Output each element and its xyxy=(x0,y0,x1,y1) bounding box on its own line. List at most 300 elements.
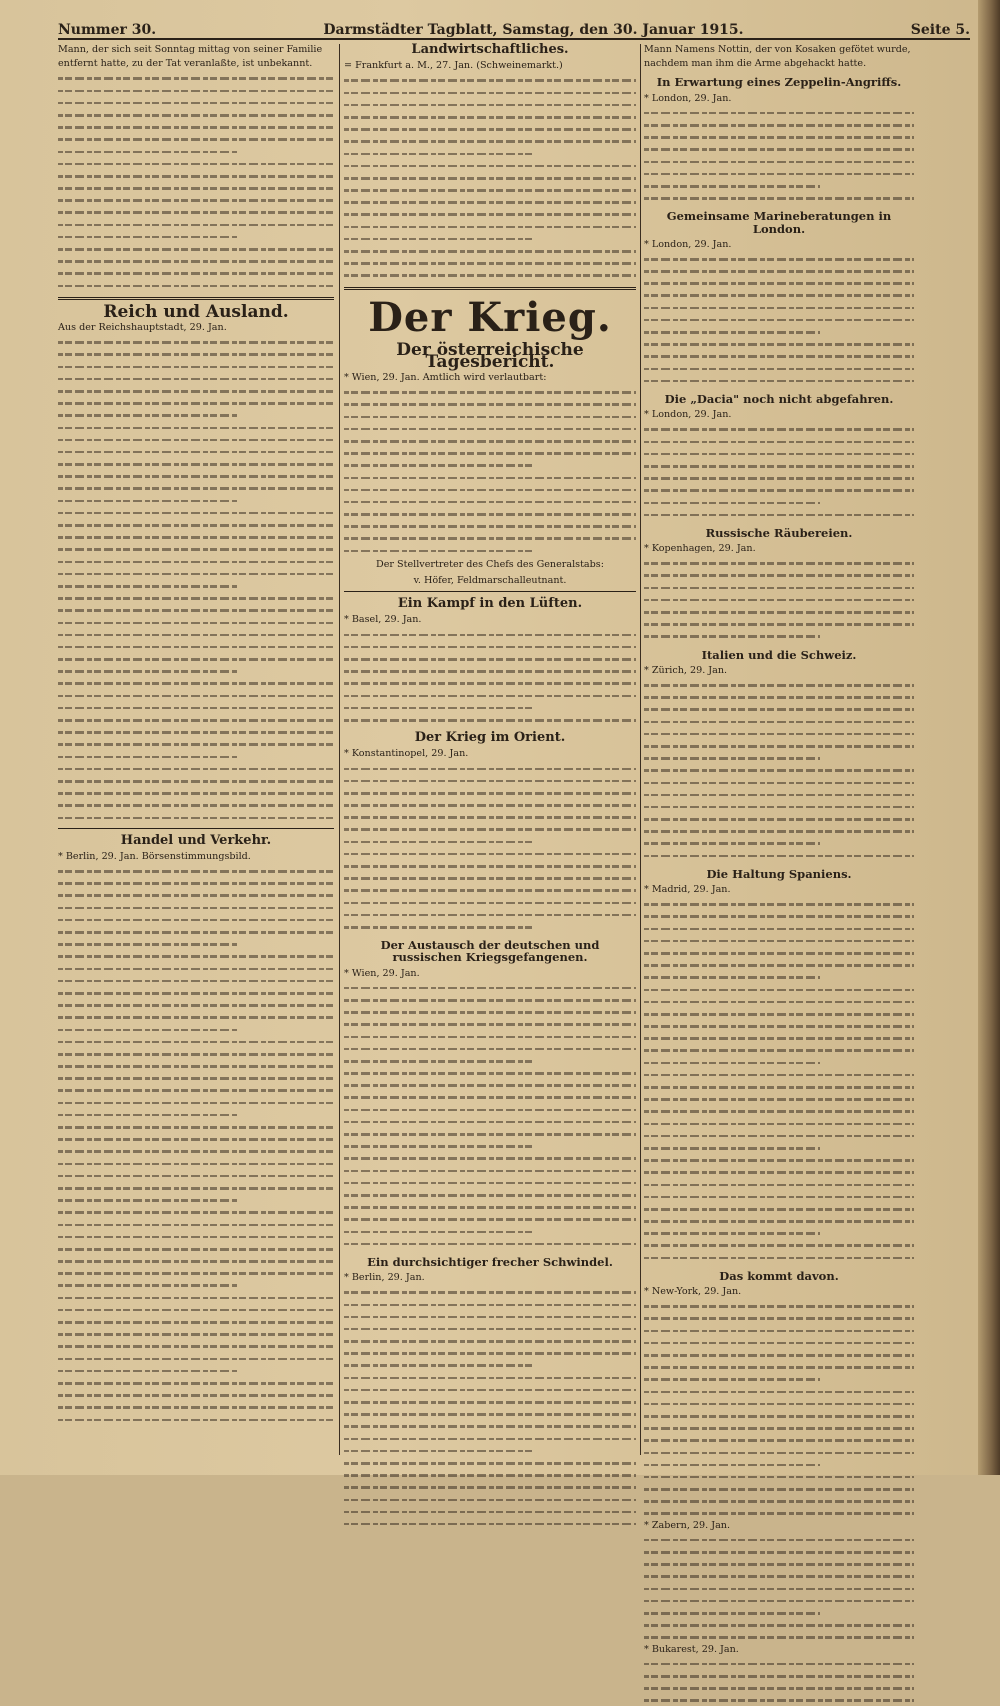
text-line xyxy=(644,1447,914,1459)
text-line xyxy=(344,909,636,921)
text-line xyxy=(644,131,914,143)
text-line xyxy=(644,1081,914,1093)
text-line xyxy=(58,1243,334,1255)
article-lead: * London, 29. Jan. xyxy=(644,92,732,104)
text-line xyxy=(58,950,334,962)
text-line xyxy=(644,1008,914,1020)
text-line xyxy=(58,231,334,243)
text-line xyxy=(344,653,636,665)
text-line xyxy=(344,1323,636,1335)
text-line xyxy=(58,219,334,231)
text-line xyxy=(644,1694,914,1706)
text-line xyxy=(644,1057,914,1069)
text-line xyxy=(644,703,914,715)
article-body xyxy=(58,72,334,291)
text-line xyxy=(644,253,914,265)
text-line xyxy=(644,1166,914,1178)
article-lead: * London, 29. Jan. xyxy=(644,409,732,421)
text-line xyxy=(644,1300,914,1312)
article-body xyxy=(58,336,334,824)
section-heading: Die Haltung Spaniens. xyxy=(706,866,852,881)
text-line xyxy=(58,1316,334,1328)
section-heading: Die „Dacia" noch nicht abgefahren. xyxy=(664,391,894,406)
text-line xyxy=(644,1069,914,1081)
text-line xyxy=(644,947,914,959)
article-lead: * Kopenhagen, 29. Jan. xyxy=(644,543,756,555)
article-lead: = Frankfurt a. M., 27. Jan. (Schweinemarkt.) xyxy=(344,60,563,72)
article-continuation: Mann, der sich seit Sonntag mittag von seiner Familie xyxy=(58,44,323,55)
text-line xyxy=(344,135,636,147)
text-line xyxy=(58,1024,334,1036)
article-body xyxy=(644,557,914,642)
section-heading: Gemeinsame Marineberatungen in London. xyxy=(666,209,892,236)
text-line xyxy=(644,472,914,484)
text-line xyxy=(58,348,334,360)
text-line xyxy=(344,423,636,435)
text-line xyxy=(58,1072,334,1084)
text-line xyxy=(58,702,334,714)
text-line xyxy=(58,914,334,926)
text-line xyxy=(644,1215,914,1227)
text-line xyxy=(344,1506,636,1518)
text-line xyxy=(644,1459,914,1471)
text-line xyxy=(58,1109,334,1121)
text-line xyxy=(344,1018,636,1030)
text-line xyxy=(344,702,636,714)
text-line xyxy=(644,984,914,996)
text-line xyxy=(58,243,334,255)
text-line xyxy=(58,146,334,158)
text-line xyxy=(644,777,914,789)
text-line xyxy=(58,72,334,84)
text-line xyxy=(644,1422,914,1434)
text-line xyxy=(644,1658,914,1670)
text-line xyxy=(644,107,914,119)
text-line xyxy=(58,182,334,194)
text-line xyxy=(344,823,636,835)
text-line xyxy=(644,1179,914,1191)
text-line xyxy=(644,1373,914,1385)
main-headline: Der Krieg. xyxy=(368,293,612,341)
text-line xyxy=(344,74,636,86)
text-line xyxy=(58,1145,334,1157)
text-line xyxy=(344,269,636,281)
text-line xyxy=(644,1154,914,1166)
text-line xyxy=(644,789,914,801)
text-line xyxy=(58,653,334,665)
text-line xyxy=(58,799,334,811)
text-line xyxy=(344,123,636,135)
text-line xyxy=(344,1213,636,1225)
text-line xyxy=(344,1372,636,1384)
text-line xyxy=(58,280,334,292)
article-body xyxy=(644,107,914,205)
text-line xyxy=(644,1607,914,1619)
text-line xyxy=(58,97,334,109)
text-line xyxy=(344,1238,636,1250)
text-line xyxy=(644,959,914,971)
section-heading: In Erwartung eines Zeppelin-Angriffs. xyxy=(656,75,902,90)
text-line xyxy=(644,375,914,387)
text-line xyxy=(344,1457,636,1469)
text-line xyxy=(344,714,636,726)
article-body xyxy=(644,253,914,387)
section-divider xyxy=(58,828,334,829)
article-lead: Aus der Reichshauptstadt, 29. Jan. xyxy=(58,321,227,333)
text-line xyxy=(344,1006,636,1018)
book-binding-edge xyxy=(978,0,1000,1475)
text-line xyxy=(644,1252,914,1264)
column-divider xyxy=(339,44,340,1455)
text-line xyxy=(344,763,636,775)
text-line xyxy=(58,1377,334,1389)
text-line xyxy=(344,245,636,257)
text-line xyxy=(58,1414,334,1426)
text-line xyxy=(344,1201,636,1213)
text-line xyxy=(58,677,334,689)
text-line xyxy=(58,1292,334,1304)
text-line xyxy=(644,1534,914,1546)
section-heading: Der Austausch der deutschen und russischen Kriegsgefangenen. xyxy=(380,938,600,965)
text-line xyxy=(644,1495,914,1507)
text-line xyxy=(644,728,914,740)
text-line xyxy=(644,1337,914,1349)
text-line xyxy=(344,1140,636,1152)
text-line xyxy=(644,448,914,460)
text-line xyxy=(58,434,334,446)
text-line xyxy=(344,1031,636,1043)
text-line xyxy=(344,641,636,653)
text-line xyxy=(58,336,334,348)
text-line xyxy=(344,196,636,208)
text-line xyxy=(644,582,914,594)
section-heading: Landwirtschaftliches. xyxy=(411,42,569,57)
section-heading: Ein Kampf in den Lüften. xyxy=(397,596,583,612)
text-line xyxy=(58,938,334,950)
signature-line: v. Höfer, Feldmarschalleutnant. xyxy=(413,575,567,587)
article-continuation: entfernt hatte, zu der Tat veranlaßte, ist unbekannt. xyxy=(58,58,313,70)
text-line xyxy=(644,898,914,910)
text-line xyxy=(58,85,334,97)
text-line xyxy=(58,470,334,482)
text-line xyxy=(644,606,914,618)
text-line xyxy=(644,716,914,728)
text-line xyxy=(344,1469,636,1481)
text-line xyxy=(644,825,914,837)
text-line xyxy=(644,363,914,375)
text-line xyxy=(644,1595,914,1607)
text-line xyxy=(58,1011,334,1023)
section-heading: Handel und Verkehr. xyxy=(120,832,272,848)
section-heading: Reich und Ausland. xyxy=(103,301,289,322)
text-line xyxy=(58,495,334,507)
text-line xyxy=(644,1631,914,1643)
text-line xyxy=(644,923,914,935)
text-line xyxy=(344,435,636,447)
section-heading: Italien und die Schweiz. xyxy=(701,647,857,662)
text-line xyxy=(344,87,636,99)
text-line xyxy=(344,148,636,160)
text-line xyxy=(344,111,636,123)
text-line xyxy=(644,1410,914,1422)
text-line xyxy=(58,889,334,901)
text-line xyxy=(344,1359,636,1371)
text-line xyxy=(58,877,334,889)
text-line xyxy=(644,497,914,509)
article-body xyxy=(344,386,636,557)
text-line xyxy=(58,592,334,604)
text-line xyxy=(344,860,636,872)
text-line xyxy=(644,192,914,204)
text-line xyxy=(58,812,334,824)
text-line xyxy=(644,752,914,764)
text-line xyxy=(344,1067,636,1079)
text-line xyxy=(58,580,334,592)
text-line xyxy=(58,751,334,763)
text-line xyxy=(58,409,334,421)
text-line xyxy=(644,1142,914,1154)
text-line xyxy=(644,1312,914,1324)
text-line xyxy=(644,302,914,314)
article-lead: * Basel, 29. Jan. xyxy=(344,614,422,626)
text-line xyxy=(644,935,914,947)
text-line xyxy=(58,1097,334,1109)
text-line xyxy=(58,1182,334,1194)
text-line xyxy=(344,921,636,933)
text-line xyxy=(344,1481,636,1493)
text-line xyxy=(644,569,914,581)
text-line xyxy=(58,422,334,434)
text-line xyxy=(58,787,334,799)
article-continuation: Mann Namens Nottin, der von Kosaken gefötet wurde, xyxy=(644,44,911,55)
text-line xyxy=(58,543,334,555)
text-line xyxy=(644,801,914,813)
text-line xyxy=(344,690,636,702)
text-line xyxy=(344,1128,636,1140)
text-line xyxy=(644,1682,914,1694)
text-line xyxy=(58,1133,334,1145)
text-line xyxy=(644,764,914,776)
article-lead: * Wien, 29. Jan. xyxy=(344,967,420,979)
text-line xyxy=(344,1433,636,1445)
text-line xyxy=(344,836,636,848)
article-lead: * Konstantinopel, 29. Jan. xyxy=(344,748,469,760)
text-line xyxy=(58,194,334,206)
text-line xyxy=(58,1219,334,1231)
text-line xyxy=(644,1093,914,1105)
text-line xyxy=(344,1311,636,1323)
text-line xyxy=(58,641,334,653)
text-line xyxy=(58,373,334,385)
text-line xyxy=(344,99,636,111)
text-line xyxy=(644,1020,914,1032)
text-line xyxy=(644,618,914,630)
text-line xyxy=(58,902,334,914)
text-line xyxy=(344,1445,636,1457)
text-line xyxy=(344,1494,636,1506)
text-line xyxy=(58,1194,334,1206)
text-line xyxy=(344,472,636,484)
text-line xyxy=(58,714,334,726)
text-line xyxy=(58,987,334,999)
column-right xyxy=(644,44,914,1655)
text-line xyxy=(644,740,914,752)
text-line xyxy=(644,509,914,521)
text-line xyxy=(58,255,334,267)
text-line xyxy=(644,423,914,435)
text-line xyxy=(344,1116,636,1128)
text-line xyxy=(644,1546,914,1558)
text-line xyxy=(58,1389,334,1401)
article-body xyxy=(344,74,636,281)
article-body xyxy=(58,865,334,1426)
article-body xyxy=(644,1658,914,1706)
text-line xyxy=(58,665,334,677)
text-line xyxy=(344,184,636,196)
text-line xyxy=(344,447,636,459)
text-line xyxy=(644,338,914,350)
text-line xyxy=(58,267,334,279)
text-line xyxy=(344,1347,636,1359)
text-line xyxy=(644,1191,914,1203)
text-line xyxy=(344,508,636,520)
article-lead: * Berlin, 29. Jan. Börsenstimmungsbild. xyxy=(58,850,251,862)
text-line xyxy=(58,775,334,787)
article-body xyxy=(644,679,914,862)
text-line xyxy=(344,1384,636,1396)
text-line xyxy=(344,1104,636,1116)
text-line xyxy=(344,257,636,269)
text-line xyxy=(644,143,914,155)
text-line xyxy=(344,1165,636,1177)
text-line xyxy=(344,787,636,799)
text-line xyxy=(644,837,914,849)
text-line xyxy=(58,158,334,170)
text-line xyxy=(644,850,914,862)
text-line xyxy=(344,484,636,496)
text-line xyxy=(644,460,914,472)
text-line xyxy=(344,811,636,823)
text-line xyxy=(58,482,334,494)
text-line xyxy=(344,1299,636,1311)
text-line xyxy=(58,458,334,470)
article-body xyxy=(644,898,914,1264)
text-line xyxy=(344,1079,636,1091)
text-line xyxy=(644,691,914,703)
text-line xyxy=(58,109,334,121)
text-line xyxy=(644,1130,914,1142)
text-line xyxy=(644,1434,914,1446)
text-line xyxy=(644,265,914,277)
text-line xyxy=(344,982,636,994)
text-line xyxy=(58,531,334,543)
text-line xyxy=(644,813,914,825)
text-line xyxy=(644,1227,914,1239)
text-line xyxy=(644,1239,914,1251)
text-line xyxy=(344,1152,636,1164)
text-line xyxy=(58,1036,334,1048)
article-lead: * Zürich, 29. Jan. xyxy=(644,664,728,676)
text-line xyxy=(344,872,636,884)
text-line xyxy=(644,156,914,168)
column-middle xyxy=(344,44,636,1457)
text-line xyxy=(344,1518,636,1530)
text-line xyxy=(58,1170,334,1182)
text-line xyxy=(644,1619,914,1631)
text-line xyxy=(644,1032,914,1044)
text-line xyxy=(58,206,334,218)
text-line xyxy=(644,119,914,131)
text-line xyxy=(58,1231,334,1243)
text-line xyxy=(344,172,636,184)
text-line xyxy=(644,594,914,606)
text-line xyxy=(58,1048,334,1060)
article-lead: * Madrid, 29. Jan. xyxy=(644,884,731,896)
article-body xyxy=(344,629,636,727)
text-line xyxy=(58,1255,334,1267)
text-line xyxy=(344,233,636,245)
text-line xyxy=(58,1279,334,1291)
text-line xyxy=(644,1507,914,1519)
article-lead: * Bukarest, 29. Jan. xyxy=(644,1643,739,1655)
text-line xyxy=(644,1361,914,1373)
text-line xyxy=(58,507,334,519)
text-line xyxy=(58,963,334,975)
text-line xyxy=(344,520,636,532)
text-line xyxy=(58,361,334,373)
text-line xyxy=(344,398,636,410)
text-line xyxy=(344,1055,636,1067)
text-line xyxy=(344,994,636,1006)
text-line xyxy=(58,1084,334,1096)
article-lead: * New-York, 29. Jan. xyxy=(644,1286,742,1298)
text-line xyxy=(58,1267,334,1279)
text-line xyxy=(58,1121,334,1133)
text-line xyxy=(58,556,334,568)
page-number-label: Nummer 30. xyxy=(58,22,157,38)
article-lead: * Berlin, 29. Jan. xyxy=(344,1272,425,1284)
text-line xyxy=(344,221,636,233)
article-body xyxy=(644,1534,914,1644)
text-line xyxy=(344,496,636,508)
text-line xyxy=(58,1304,334,1316)
text-line xyxy=(644,1386,914,1398)
text-line xyxy=(644,971,914,983)
text-line xyxy=(644,1044,914,1056)
text-line xyxy=(344,665,636,677)
text-line xyxy=(644,1483,914,1495)
article-body xyxy=(644,1300,914,1519)
text-line xyxy=(58,763,334,775)
text-line xyxy=(644,996,914,1008)
text-line xyxy=(58,726,334,738)
text-line xyxy=(58,170,334,182)
text-line xyxy=(644,630,914,642)
column-left xyxy=(58,44,334,1457)
text-line xyxy=(58,385,334,397)
text-line xyxy=(644,1558,914,1570)
masthead xyxy=(58,12,970,40)
text-line xyxy=(644,1105,914,1117)
text-line xyxy=(344,799,636,811)
text-line xyxy=(344,848,636,860)
text-line xyxy=(344,897,636,909)
text-line xyxy=(344,1335,636,1347)
section-divider xyxy=(344,591,636,592)
text-line xyxy=(344,1091,636,1103)
text-line xyxy=(58,604,334,616)
text-line xyxy=(644,436,914,448)
